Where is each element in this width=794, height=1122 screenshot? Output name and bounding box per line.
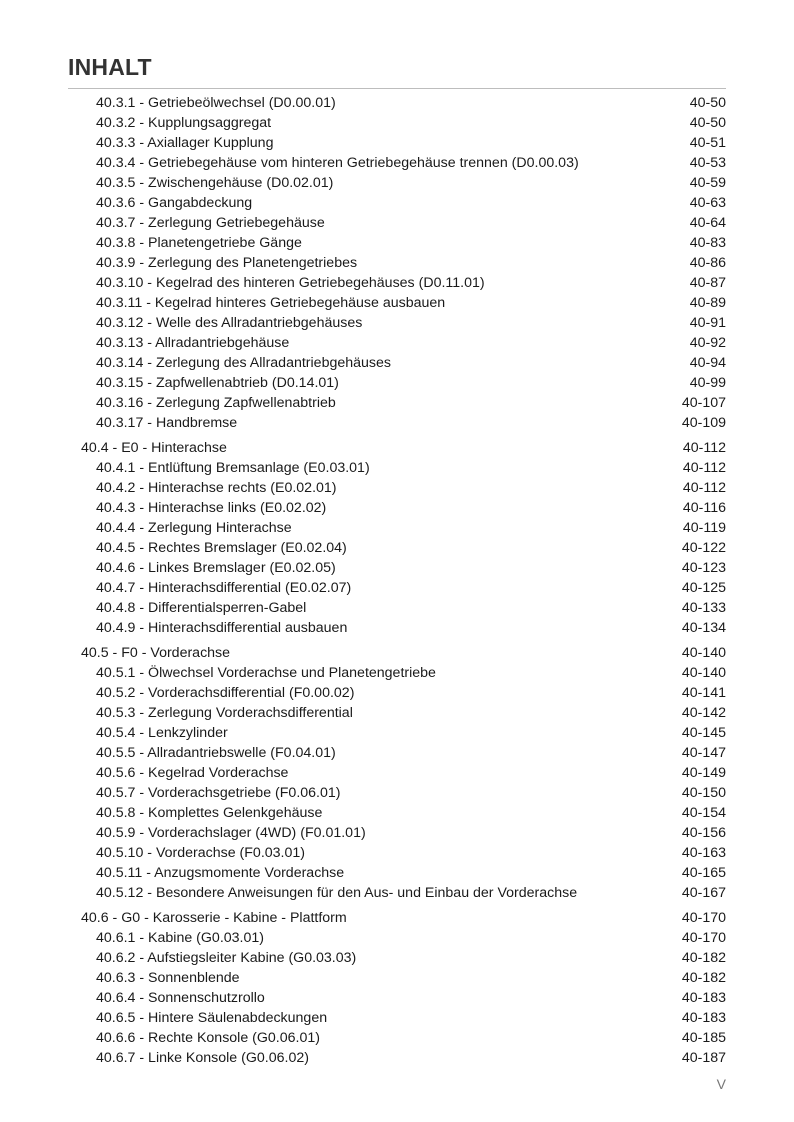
toc-entry-title: 40.5.4 - Lenkzylinder xyxy=(96,725,228,741)
toc-entry-page: 40-99 xyxy=(689,375,726,391)
toc-entry-row[interactable] xyxy=(0,133,794,153)
toc-entry-title: 40.3.6 - Gangabdeckung xyxy=(96,195,253,211)
toc-entry-title: 40.3.10 - Kegelrad des hinteren Getriebegehäuses (D0.11.01) xyxy=(96,275,485,291)
toc-entry-page: 40-133 xyxy=(681,600,726,616)
toc-entry-page: 40-91 xyxy=(689,315,726,331)
toc-entry-title: 40.3.14 - Zerlegung des Allradantriebgehäuses xyxy=(96,355,391,371)
toc-entry-row[interactable] xyxy=(0,823,794,843)
toc-entry-page: 40-147 xyxy=(681,745,726,761)
toc-section-row[interactable] xyxy=(0,908,794,928)
toc-entry-title: 40.6 - G0 - Karosserie - Kabine - Plattform xyxy=(81,910,347,926)
toc-entry-page: 40-112 xyxy=(682,440,726,456)
toc-entry-page: 40-50 xyxy=(689,115,726,131)
toc-entry-title: 40.6.4 - Sonnenschutzrollo xyxy=(96,990,265,1006)
toc-entry-row[interactable] xyxy=(0,498,794,518)
toc-entry-row[interactable] xyxy=(0,743,794,763)
toc-entry-page: 40-116 xyxy=(682,500,726,516)
toc-entry-page: 40-165 xyxy=(681,865,726,881)
toc-entry-row[interactable] xyxy=(0,113,794,133)
toc-entry-title: 40.3.16 - Zerlegung Zapfwellenabtrieb xyxy=(96,395,336,411)
toc-entry-row[interactable] xyxy=(0,618,794,638)
toc-entry-page: 40-122 xyxy=(681,540,726,556)
toc-entry-title: 40.3.3 - Axiallager Kupplung xyxy=(96,135,274,151)
toc-entry-page: 40-149 xyxy=(681,765,726,781)
toc-entry-title: 40.5.1 - Ölwechsel Vorderachse und Planetengetriebe xyxy=(96,665,436,681)
toc-entry-title: 40.5.7 - Vorderachsgetriebe (F0.06.01) xyxy=(96,785,341,801)
toc-entry-page: 40-107 xyxy=(681,395,726,411)
toc-entry-row[interactable] xyxy=(0,928,794,948)
toc-entry-row[interactable] xyxy=(0,273,794,293)
toc-entry-title: 40.5.6 - Kegelrad Vorderachse xyxy=(96,765,289,781)
toc-entry-title: 40.3.13 - Allradantriebgehäuse xyxy=(96,335,290,351)
toc-section-row[interactable] xyxy=(0,438,794,458)
toc-entry-title: 40.3.4 - Getriebegehäuse vom hinteren Getriebegehäuse trennen (D0.00.03) xyxy=(96,155,579,171)
toc-entry-page: 40-119 xyxy=(682,520,726,536)
toc-entry-page: 40-89 xyxy=(689,295,726,311)
toc-entry-title: 40.6.1 - Kabine (G0.03.01) xyxy=(96,930,264,946)
toc-entry-title: 40.5.5 - Allradantriebswelle (F0.04.01) xyxy=(96,745,336,761)
toc-entry-page: 40-112 xyxy=(682,480,726,496)
toc-entry-row[interactable] xyxy=(0,948,794,968)
toc-entry-row[interactable] xyxy=(0,1048,794,1068)
toc-entry-title: 40.5.3 - Zerlegung Vorderachsdifferential xyxy=(96,705,353,721)
toc-entry-title: 40.3.12 - Welle des Allradantriebgehäuses xyxy=(96,315,363,331)
toc-entry-page: 40-187 xyxy=(681,1050,726,1066)
toc-entry-page: 40-182 xyxy=(681,950,726,966)
toc-entry-page: 40-150 xyxy=(681,785,726,801)
toc-entry-page: 40-183 xyxy=(681,990,726,1006)
toc-entry-row[interactable] xyxy=(0,843,794,863)
toc-entry-title: 40.6.5 - Hintere Säulenabdeckungen xyxy=(96,1010,328,1026)
toc-entry-page: 40-83 xyxy=(689,235,726,251)
toc-entry-page: 40-87 xyxy=(689,275,726,291)
toc-entry-title: 40.5.2 - Vorderachsdifferential (F0.00.02) xyxy=(96,685,355,701)
toc-entry-row[interactable] xyxy=(0,413,794,433)
toc-entry-row[interactable] xyxy=(0,883,794,903)
toc-entry-row[interactable] xyxy=(0,968,794,988)
toc-entry-row[interactable] xyxy=(0,233,794,253)
toc-entry-title: 40.3.1 - Getriebeölwechsel (D0.00.01) xyxy=(96,95,336,111)
toc-entry-title: 40.5.12 - Besondere Anweisungen für den Aus- und Einbau der Vorderachse xyxy=(96,885,578,901)
toc-entry-title: 40.4.7 - Hinterachsdifferential (E0.02.07) xyxy=(96,580,352,596)
table-of-contents xyxy=(0,93,794,1068)
toc-section-row[interactable] xyxy=(0,643,794,663)
toc-entry-row[interactable] xyxy=(0,373,794,393)
toc-entry-row[interactable] xyxy=(0,193,794,213)
toc-entry-page: 40-123 xyxy=(681,560,726,576)
toc-entry-page: 40-140 xyxy=(681,645,726,661)
toc-entry-title: 40.3.9 - Zerlegung des Planetengetriebes xyxy=(96,255,358,271)
toc-entry-row[interactable] xyxy=(0,558,794,578)
toc-entry-title: 40.3.5 - Zwischengehäuse (D0.02.01) xyxy=(96,175,334,191)
toc-entry-row[interactable] xyxy=(0,313,794,333)
toc-entry-page: 40-170 xyxy=(681,930,726,946)
toc-entry-row[interactable] xyxy=(0,763,794,783)
toc-entry-page: 40-170 xyxy=(681,910,726,926)
toc-entry-page: 40-183 xyxy=(681,1010,726,1026)
toc-entry-row[interactable] xyxy=(0,213,794,233)
toc-entry-page: 40-156 xyxy=(681,825,726,841)
toc-entry-page: 40-163 xyxy=(681,845,726,861)
toc-entry-row[interactable] xyxy=(0,333,794,353)
toc-entry-page: 40-64 xyxy=(689,215,726,231)
toc-entry-page: 40-140 xyxy=(681,665,726,681)
toc-entry-page: 40-125 xyxy=(681,580,726,596)
toc-entry-title: 40.3.7 - Zerlegung Getriebegehäuse xyxy=(96,215,325,231)
toc-entry-page: 40-53 xyxy=(689,155,726,171)
toc-entry-page: 40-154 xyxy=(681,805,726,821)
toc-entry-title: 40.3.2 - Kupplungsaggregat xyxy=(96,115,272,131)
toc-entry-title: 40.6.3 - Sonnenblende xyxy=(96,970,240,986)
toc-entry-row[interactable] xyxy=(0,153,794,173)
toc-entry-title: 40.4.5 - Rechtes Bremslager (E0.02.04) xyxy=(96,540,347,556)
toc-entry-page: 40-182 xyxy=(681,970,726,986)
toc-entry-row[interactable] xyxy=(0,458,794,478)
toc-entry-page: 40-94 xyxy=(689,355,726,371)
toc-entry-title: 40.6.6 - Rechte Konsole (G0.06.01) xyxy=(96,1030,320,1046)
toc-entry-title: 40.3.11 - Kegelrad hinteres Getriebegehäuse ausbauen xyxy=(96,295,446,311)
toc-entry-row[interactable] xyxy=(0,518,794,538)
toc-entry-title: 40.3.17 - Handbremse xyxy=(96,415,238,431)
toc-entry-title: 40.4.3 - Hinterachse links (E0.02.02) xyxy=(96,500,327,516)
page-number: V xyxy=(716,1076,726,1092)
toc-entry-page: 40-145 xyxy=(681,725,726,741)
toc-entry-title: 40.6.2 - Aufstiegsleiter Kabine (G0.03.03) xyxy=(96,950,357,966)
page-title: INHALT xyxy=(68,54,152,80)
toc-entry-title: 40.3.15 - Zapfwellenabtrieb (D0.14.01) xyxy=(96,375,339,391)
toc-entry-row[interactable] xyxy=(0,1028,794,1048)
toc-entry-title: 40.5.10 - Vorderachse (F0.03.01) xyxy=(96,845,305,861)
toc-entry-page: 40-167 xyxy=(681,885,726,901)
toc-entry-row[interactable] xyxy=(0,253,794,273)
toc-entry-row[interactable] xyxy=(0,578,794,598)
toc-entry-title: 40.5.11 - Anzugsmomente Vorderachse xyxy=(96,865,345,881)
toc-entry-row[interactable] xyxy=(0,783,794,803)
toc-entry-page: 40-51 xyxy=(689,135,726,151)
toc-entry-title: 40.4.1 - Entlüftung Bremsanlage (E0.03.01) xyxy=(96,460,370,476)
toc-entry-page: 40-109 xyxy=(681,415,726,431)
toc-entry-row[interactable] xyxy=(0,293,794,313)
toc-entry-row[interactable] xyxy=(0,703,794,723)
toc-entry-title: 40.5.8 - Komplettes Gelenkgehäuse xyxy=(96,805,323,821)
title-divider xyxy=(68,88,726,89)
toc-entry-page: 40-141 xyxy=(681,685,726,701)
toc-entry-page: 40-112 xyxy=(682,460,726,476)
toc-entry-row[interactable] xyxy=(0,393,794,413)
toc-entry-page: 40-134 xyxy=(681,620,726,636)
toc-entry-title: 40.4.9 - Hinterachsdifferential ausbauen xyxy=(96,620,348,636)
toc-entry-page: 40-50 xyxy=(689,95,726,111)
toc-entry-title: 40.4.2 - Hinterachse rechts (E0.02.01) xyxy=(96,480,337,496)
toc-entry-row[interactable] xyxy=(0,863,794,883)
toc-entry-page: 40-185 xyxy=(681,1030,726,1046)
toc-entry-row[interactable] xyxy=(0,93,794,113)
toc-entry-row[interactable] xyxy=(0,1008,794,1028)
toc-entry-page: 40-59 xyxy=(689,175,726,191)
toc-entry-page: 40-63 xyxy=(689,195,726,211)
toc-entry-row[interactable] xyxy=(0,988,794,1008)
toc-entry-row[interactable] xyxy=(0,683,794,703)
toc-entry-title: 40.6.7 - Linke Konsole (G0.06.02) xyxy=(96,1050,309,1066)
toc-entry-title: 40.4.4 - Zerlegung Hinterachse xyxy=(96,520,292,536)
toc-entry-row[interactable] xyxy=(0,598,794,618)
toc-entry-row[interactable] xyxy=(0,663,794,683)
toc-entry-row[interactable] xyxy=(0,803,794,823)
toc-entry-page: 40-92 xyxy=(689,335,726,351)
toc-entry-row[interactable] xyxy=(0,478,794,498)
toc-entry-title: 40.3.8 - Planetengetriebe Gänge xyxy=(96,235,302,251)
toc-entry-title: 40.4 - E0 - Hinterachse xyxy=(81,440,227,456)
toc-entry-title: 40.5 - F0 - Vorderachse xyxy=(81,645,231,661)
toc-entry-title: 40.5.9 - Vorderachslager (4WD) (F0.01.01) xyxy=(96,825,366,841)
toc-entry-row[interactable] xyxy=(0,538,794,558)
toc-entry-title: 40.4.8 - Differentialsperren-Gabel xyxy=(96,600,307,616)
toc-entry-page: 40-86 xyxy=(689,255,726,271)
toc-entry-title: 40.4.6 - Linkes Bremslager (E0.02.05) xyxy=(96,560,336,576)
toc-entry-row[interactable] xyxy=(0,173,794,193)
toc-entry-row[interactable] xyxy=(0,723,794,743)
toc-entry-page: 40-142 xyxy=(681,705,726,721)
toc-entry-row[interactable] xyxy=(0,353,794,373)
